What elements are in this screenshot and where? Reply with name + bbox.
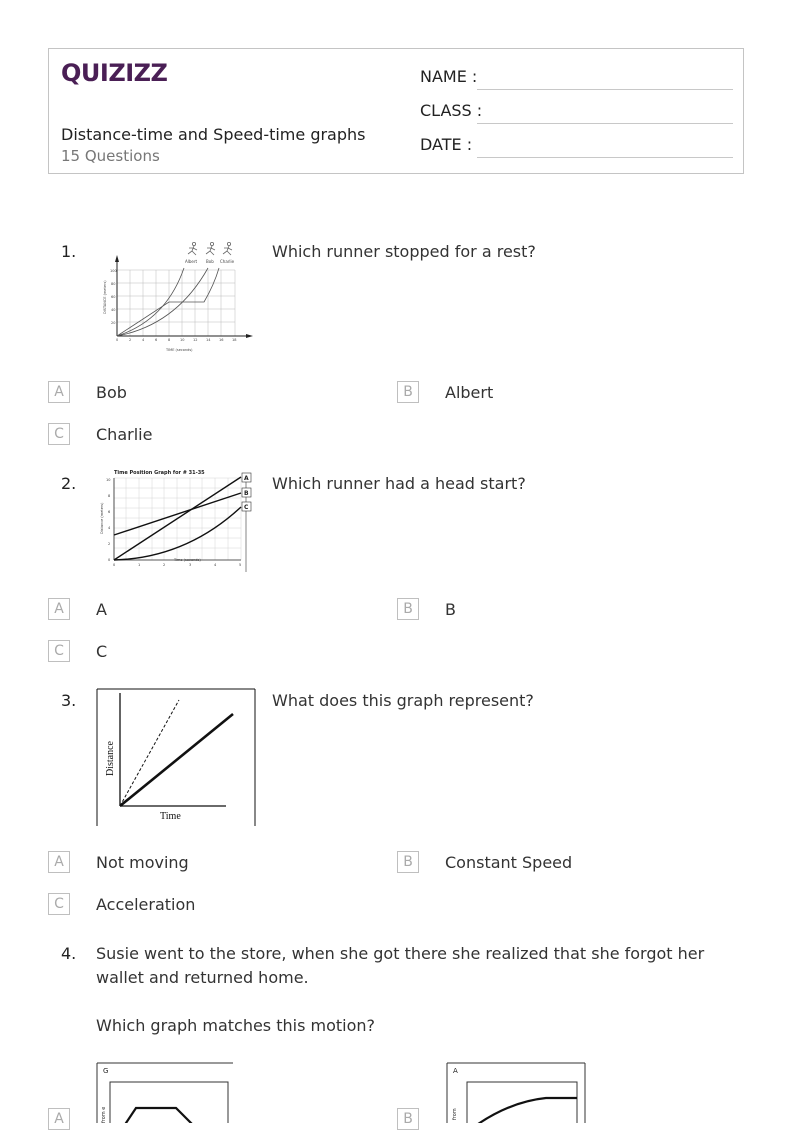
svg-text:16: 16 bbox=[219, 338, 224, 342]
option-c-text[interactable]: Acceleration bbox=[96, 895, 196, 914]
option-a-text[interactable]: Not moving bbox=[96, 853, 189, 872]
option-a-text[interactable]: Bob bbox=[96, 383, 127, 402]
svg-text:4: 4 bbox=[108, 526, 111, 530]
class-line[interactable] bbox=[477, 123, 733, 124]
svg-text:0: 0 bbox=[108, 558, 111, 562]
question-1-number: 1. bbox=[61, 242, 77, 261]
grid bbox=[117, 270, 235, 336]
question-2-text: Which runner had a head start? bbox=[272, 474, 526, 493]
y-axis-label: from e bbox=[101, 1106, 107, 1123]
figure-title: Time Position Graph for # 31-35 bbox=[114, 470, 205, 476]
question-4-text: Susie went to the store, when she got there she realized that she forgot her wallet and returned home. bbox=[96, 944, 705, 987]
question-3-number: 3. bbox=[61, 691, 77, 710]
series-label: A bbox=[244, 475, 249, 482]
svg-text:6: 6 bbox=[155, 338, 158, 342]
name-line[interactable] bbox=[477, 89, 733, 90]
svg-text:5: 5 bbox=[239, 563, 242, 567]
svg-text:80: 80 bbox=[111, 282, 116, 286]
series-line bbox=[120, 1108, 200, 1123]
y-tick-labels bbox=[110, 269, 117, 325]
option-c-box[interactable]: C bbox=[48, 893, 70, 915]
svg-text:0: 0 bbox=[113, 563, 116, 567]
question-1-figure bbox=[96, 240, 258, 356]
series-line bbox=[120, 714, 233, 806]
option-a-box[interactable]: A bbox=[48, 598, 70, 620]
question-4-subtext: Which graph matches this motion? bbox=[96, 1016, 376, 1035]
svg-text:10: 10 bbox=[180, 338, 185, 342]
x-axis-label: TIME (seconds) bbox=[166, 348, 193, 352]
runner-label: Charlie bbox=[220, 259, 235, 264]
question-3-figure bbox=[96, 688, 256, 826]
option-c-text[interactable]: Charlie bbox=[96, 425, 153, 444]
quizizz-logo: QUIZIZZ bbox=[61, 59, 168, 87]
question-1-text: Which runner stopped for a rest? bbox=[272, 242, 536, 261]
x-axis-label: Time bbox=[160, 811, 181, 822]
svg-text:2: 2 bbox=[129, 338, 132, 342]
option-b-text[interactable]: Constant Speed bbox=[445, 853, 573, 872]
svg-text:1: 1 bbox=[138, 563, 141, 567]
runner-icons bbox=[188, 242, 232, 255]
svg-text:0: 0 bbox=[116, 338, 119, 342]
y-axis-label: DISTANCE (meters) bbox=[103, 280, 107, 314]
series-line bbox=[114, 507, 241, 560]
worksheet-title: Distance-time and Speed-time graphs bbox=[61, 125, 366, 144]
question-4-number: 4. bbox=[61, 944, 77, 963]
option-b-box[interactable]: B bbox=[397, 851, 419, 873]
svg-text:60: 60 bbox=[111, 295, 116, 299]
series-line bbox=[120, 700, 179, 806]
option-b-text[interactable]: Albert bbox=[445, 383, 494, 402]
series-line bbox=[117, 268, 219, 336]
y-tick-labels bbox=[106, 478, 111, 562]
svg-text:4: 4 bbox=[142, 338, 145, 342]
series-line bbox=[114, 493, 241, 535]
runner-label: Albert bbox=[185, 259, 198, 264]
class-label: CLASS : bbox=[420, 101, 483, 120]
svg-text:2: 2 bbox=[163, 563, 166, 567]
option-c-box[interactable]: C bbox=[48, 640, 70, 662]
x-tick-labels bbox=[113, 563, 241, 567]
name-label: NAME : bbox=[420, 67, 478, 86]
y-axis-label: from bbox=[452, 1108, 458, 1120]
svg-text:20: 20 bbox=[111, 321, 116, 325]
question-4-figure-b[interactable] bbox=[446, 1062, 586, 1123]
option-a-box[interactable]: A bbox=[48, 851, 70, 873]
x-tick-labels bbox=[116, 338, 236, 342]
graph-label: G bbox=[103, 1067, 109, 1075]
question-3-text: What does this graph represent? bbox=[272, 691, 534, 710]
svg-text:8: 8 bbox=[108, 494, 111, 498]
y-axis-label: Distance (meters) bbox=[100, 502, 104, 534]
option-b-box[interactable]: B bbox=[397, 1108, 419, 1130]
option-a-box[interactable]: A bbox=[48, 1108, 70, 1130]
question-2-number: 2. bbox=[61, 474, 77, 493]
svg-text:10: 10 bbox=[106, 478, 111, 482]
series-line bbox=[467, 1098, 577, 1123]
series-label: B bbox=[244, 490, 249, 497]
svg-text:2: 2 bbox=[108, 542, 111, 546]
option-c-box[interactable]: C bbox=[48, 423, 70, 445]
x-axis-label: Time (seconds) bbox=[174, 558, 201, 562]
svg-text:100: 100 bbox=[110, 269, 117, 273]
svg-text:4: 4 bbox=[214, 563, 217, 567]
option-a-text[interactable]: A bbox=[96, 600, 107, 619]
svg-text:6: 6 bbox=[108, 510, 111, 514]
question-4-figure-a[interactable] bbox=[96, 1062, 234, 1123]
option-c-text[interactable]: C bbox=[96, 642, 108, 661]
svg-text:12: 12 bbox=[193, 338, 198, 342]
option-b-box[interactable]: B bbox=[397, 598, 419, 620]
svg-text:14: 14 bbox=[206, 338, 211, 342]
svg-text:18: 18 bbox=[232, 338, 237, 342]
svg-text:40: 40 bbox=[111, 308, 116, 312]
worksheet-header bbox=[48, 48, 744, 174]
svg-text:3: 3 bbox=[189, 563, 192, 567]
option-a-box[interactable]: A bbox=[48, 381, 70, 403]
graph-label: A bbox=[453, 1067, 458, 1075]
question-2-figure bbox=[96, 468, 256, 576]
svg-text:8: 8 bbox=[168, 338, 171, 342]
y-axis-label: Distance bbox=[105, 741, 116, 776]
question-count: 15 Questions bbox=[61, 147, 160, 165]
series-label: C bbox=[244, 504, 249, 511]
date-line[interactable] bbox=[477, 157, 733, 158]
option-b-box[interactable]: B bbox=[397, 381, 419, 403]
option-b-text[interactable]: B bbox=[445, 600, 456, 619]
date-label: DATE : bbox=[420, 135, 473, 154]
runner-label: Bob bbox=[206, 259, 214, 264]
